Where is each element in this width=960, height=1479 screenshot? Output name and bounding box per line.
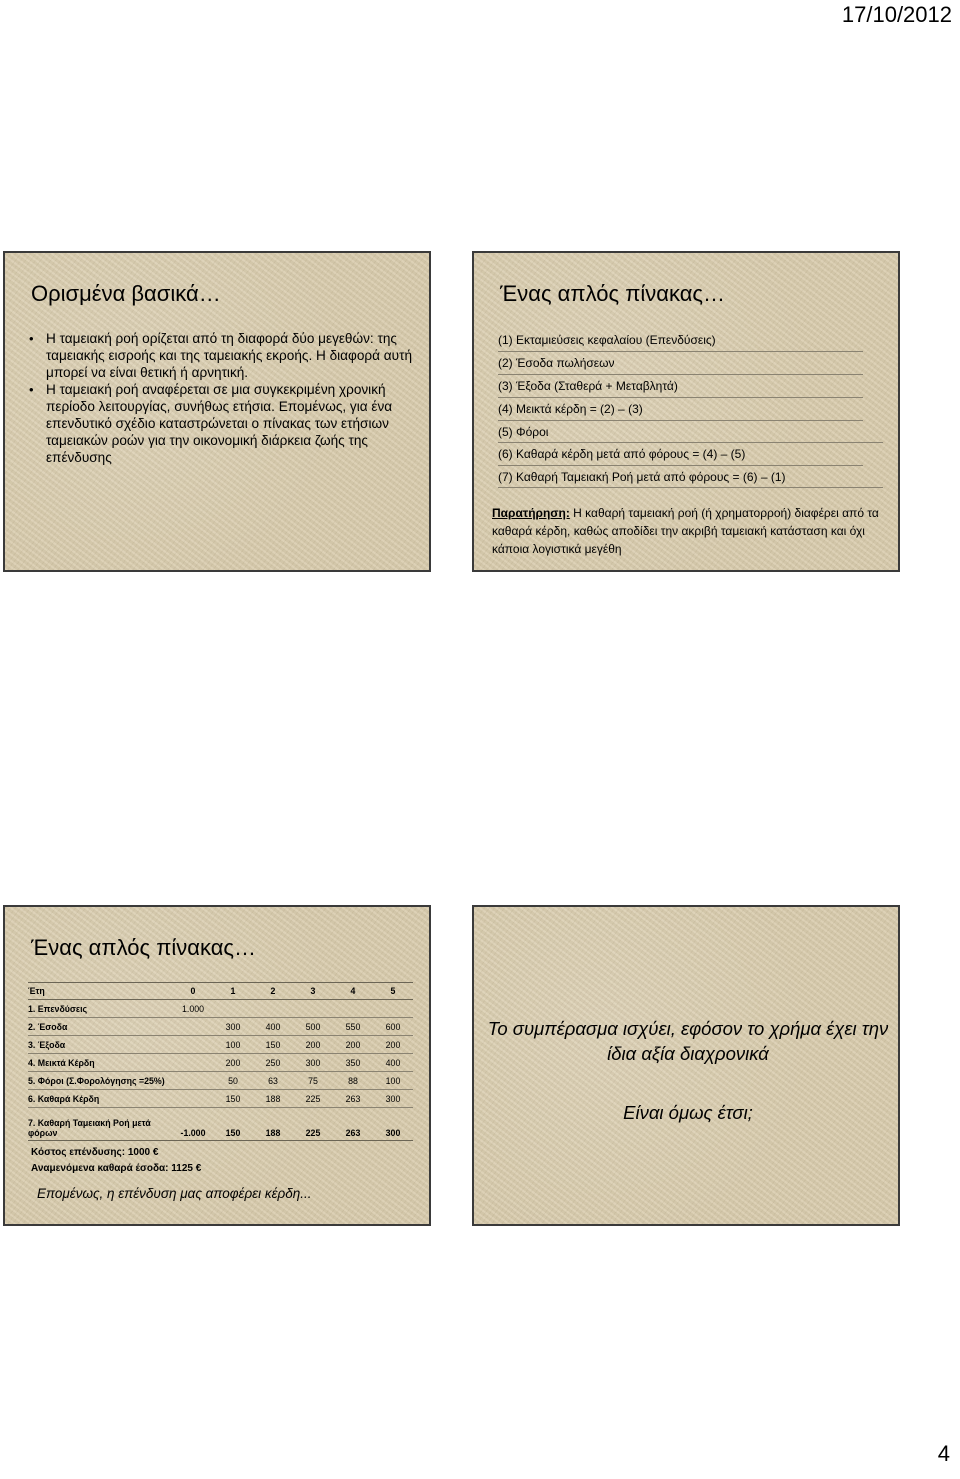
header-label: Έτη <box>28 983 173 1000</box>
cell <box>213 1000 253 1018</box>
cell: 400 <box>253 1018 293 1036</box>
note-text: Η καθαρή ταμειακή ροή (ή χρηματορροή) διαφέρει από τα καθαρά κέρδη, καθώς αποδίδει την ακριβή ταμειακή κατάσταση και όχι κάποια λογιστικά μεγέθη <box>492 506 879 556</box>
cell: 188 <box>253 1090 293 1108</box>
cell <box>253 1000 293 1018</box>
cell: 200 <box>213 1054 253 1072</box>
cell: 550 <box>333 1018 373 1036</box>
cell: 263 <box>333 1090 373 1108</box>
table-row <box>28 1090 413 1108</box>
cell <box>173 1018 213 1036</box>
cell: 300 <box>373 1108 413 1141</box>
bullet-icon: • <box>29 382 34 397</box>
slide-time-value-question <box>472 905 900 1226</box>
cell: 350 <box>333 1054 373 1072</box>
cell: 75 <box>293 1072 333 1090</box>
cell: 225 <box>293 1090 333 1108</box>
page-number: 4 <box>937 1441 950 1466</box>
slide-basics <box>3 251 431 572</box>
row-label: 3. Έξοδα <box>28 1036 173 1054</box>
cell: 200 <box>373 1036 413 1054</box>
row-label: 5. Φόροι (Σ.Φορολόγησης =25%) <box>28 1072 173 1090</box>
cell: 50 <box>213 1072 253 1090</box>
row-label: 4. Μεικτά Κέρδη <box>28 1054 173 1072</box>
slide-title: Ένας απλός πίνακας… <box>31 935 257 960</box>
slide-cashflow-table <box>3 905 431 1226</box>
definition-item: (1) Εκταμιεύσεις κεφαλαίου (Επενδύσεις) <box>498 329 863 352</box>
cell <box>173 1072 213 1090</box>
cell: 263 <box>333 1108 373 1141</box>
header-year: 5 <box>373 983 413 1000</box>
cell <box>173 1090 213 1108</box>
cell: 300 <box>373 1090 413 1108</box>
row-label: 2. Έσοδα <box>28 1018 173 1036</box>
header-year: 2 <box>253 983 293 1000</box>
bullet-icon: • <box>29 331 34 346</box>
cell <box>373 1000 413 1018</box>
cell: 150 <box>213 1108 253 1141</box>
definition-item: (7) Καθαρή Ταμειακή Ροή μετά από φόρους = (6) – (1) <box>498 466 863 488</box>
cell: 150 <box>253 1036 293 1054</box>
cell: 300 <box>213 1018 253 1036</box>
cell <box>293 1000 333 1018</box>
cell: 1.000 <box>181 1003 204 1014</box>
row-label: 7. Καθαρή Ταμειακή Ροή μετά φόρων <box>28 1108 173 1141</box>
cashflow-table <box>28 982 413 1141</box>
statement-text: Το συμπέρασμα ισχύει, εφόσον το χρήμα έχει την ίδια αξία διαχρονικά <box>487 1018 889 1064</box>
cell: 100 <box>213 1036 253 1054</box>
definition-item: (2) Έσοδα πωλήσεων <box>498 352 863 375</box>
slide-simple-table-definitions <box>472 251 900 572</box>
header-year: 0 <box>173 983 213 1000</box>
note <box>492 504 887 558</box>
table-row <box>28 1108 413 1141</box>
cell <box>333 1000 373 1018</box>
cell: 150 <box>213 1090 253 1108</box>
note-label: Παρατήρηση: <box>492 506 570 520</box>
table-row <box>28 1054 413 1072</box>
cell: 200 <box>333 1036 373 1054</box>
bullet-item <box>25 381 420 466</box>
slide-title: Ορισμένα βασικά… <box>31 281 221 306</box>
page-date: 17/10/2012 <box>841 2 952 27</box>
definition-list <box>498 329 863 488</box>
cell: 225 <box>293 1108 333 1141</box>
definition-item: (3) Έξοδα (Σταθερά + Μεταβλητά) <box>498 375 863 398</box>
definition-item: (4) Μεικτά κέρδη = (2) – (3) <box>498 398 863 421</box>
cell <box>173 1036 213 1054</box>
row-label: 6. Καθαρά Κέρδη <box>28 1090 173 1108</box>
header-year: 1 <box>213 983 253 1000</box>
definition-item: (6) Καθαρά κέρδη μετά από φόρους = (4) – (5) <box>498 443 863 466</box>
table-row <box>28 1072 413 1090</box>
conclusion-text: Επομένως, η επένδυση μας αποφέρει κέρδη... <box>37 1186 312 1201</box>
table-header-row <box>28 983 413 1000</box>
table-row <box>28 1000 413 1018</box>
cell: 250 <box>253 1054 293 1072</box>
bullet-item <box>25 330 420 381</box>
question-text: Είναι όμως έτσι; <box>623 1102 753 1123</box>
bullet-text: Η ταμειακή ροή ορίζεται από τη διαφορά δύο μεγεθών: της ταμειακής εισροής και της ταμειακής εκροής. Η διαφορά αυτή μπορεί να είναι θετική ή αρνητική. <box>46 331 413 380</box>
slide-title: Ένας απλός πίνακας… <box>500 281 726 306</box>
cell: -1.000 <box>173 1108 213 1141</box>
cell: 600 <box>373 1018 413 1036</box>
cell: 100 <box>373 1072 413 1090</box>
bullet-text: Η ταμειακή ροή αναφέρεται σε μια συγκεκριμένη χρονική περίοδο λειτουργίας, συνήθως ετήσια. Επομένως, για ένα επενδυτικό σχέδιο καταστρώνεται ο πίνακας των ετήσιων ταμειακών ροών για την οικονομική διάρκεια ζωής της επένδυσης <box>46 382 393 465</box>
cell: 500 <box>293 1018 333 1036</box>
expected-net-income: Αναμενόμενα καθαρά έσοδα: 1125 € <box>31 1163 202 1174</box>
cell: 300 <box>293 1054 333 1072</box>
bullet-list <box>25 330 420 466</box>
header-year: 4 <box>333 983 373 1000</box>
cell: 200 <box>293 1036 333 1054</box>
cell: 88 <box>333 1072 373 1090</box>
cell: 400 <box>373 1054 413 1072</box>
row-label: 1. Επενδύσεις <box>28 1003 88 1014</box>
cell: 63 <box>253 1072 293 1090</box>
table-row <box>28 1018 413 1036</box>
header-year: 3 <box>293 983 333 1000</box>
cell <box>173 1054 213 1072</box>
table-row <box>28 1036 413 1054</box>
investment-cost: Κόστος επένδυσης: 1000 € <box>31 1147 159 1158</box>
definition-item: (5) Φόροι <box>498 421 863 443</box>
cell: 188 <box>253 1108 293 1141</box>
